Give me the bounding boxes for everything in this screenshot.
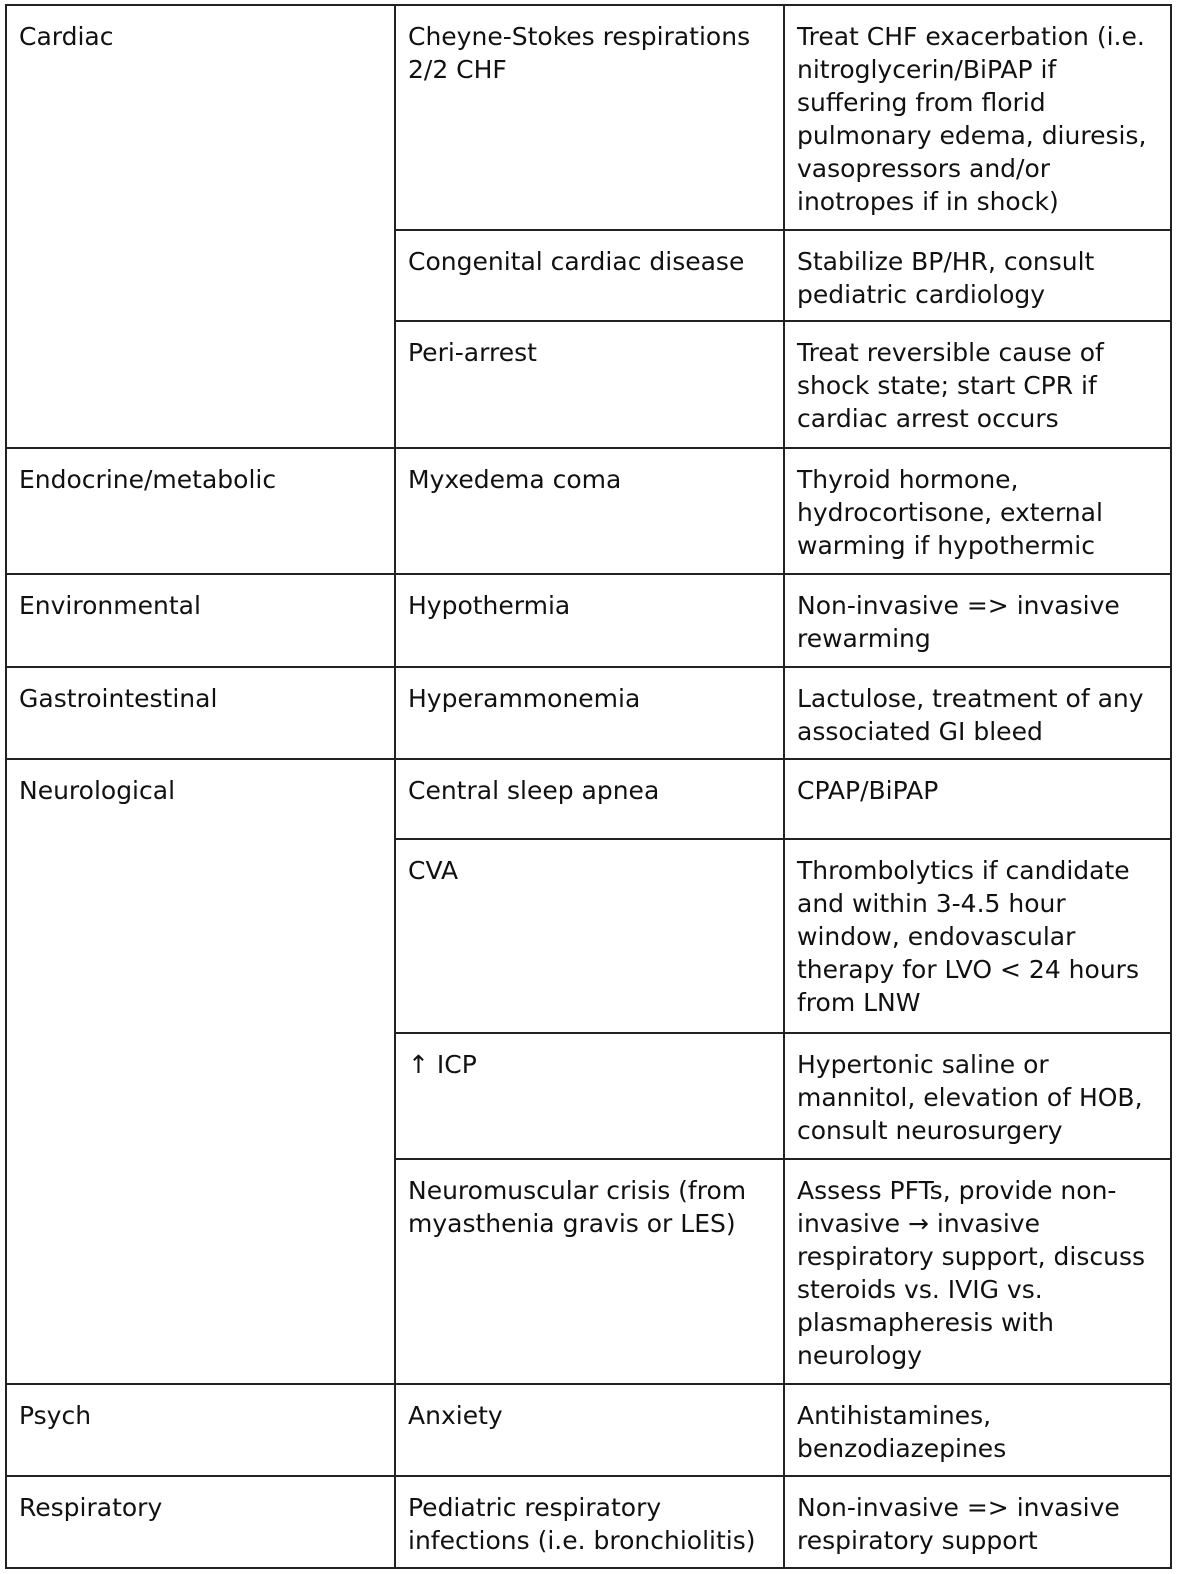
cause-cell: Peri-arrest — [395, 321, 784, 448]
treatment-cell: Assess PFTs, provide non-invasive → invasive respiratory support, discuss steroids vs. IVIG vs. plasmapheresis with neurology — [784, 1159, 1171, 1384]
category-cell: Cardiac — [6, 5, 395, 448]
cause-cell: ↑ ICP — [395, 1033, 784, 1159]
treatment-cell: Non-invasive => invasive rewarming — [784, 574, 1171, 667]
causes-treatment-table — [5, 4, 1172, 1569]
treatment-cell: Antihistamines, benzodiazepines — [784, 1384, 1171, 1476]
cause-cell: Congenital cardiac disease — [395, 230, 784, 321]
cause-cell: Central sleep apnea — [395, 759, 784, 839]
treatment-cell: Thyroid hormone, hydrocortisone, external warming if hypothermic — [784, 448, 1171, 574]
treatment-cell: Non-invasive => invasive respiratory support — [784, 1476, 1171, 1568]
table-row — [6, 667, 1171, 759]
cause-cell: CVA — [395, 839, 784, 1033]
treatment-cell: CPAP/BiPAP — [784, 759, 1171, 839]
cause-cell: Pediatric respiratory infections (i.e. bronchiolitis) — [395, 1476, 784, 1568]
cause-cell: Hyperammonemia — [395, 667, 784, 759]
table-row — [6, 5, 1171, 230]
treatment-cell: Treat reversible cause of shock state; start CPR if cardiac arrest occurs — [784, 321, 1171, 448]
category-cell: Psych — [6, 1384, 395, 1476]
cause-cell: Neuromuscular crisis (from myasthenia gravis or LES) — [395, 1159, 784, 1384]
category-cell: Environmental — [6, 574, 395, 667]
category-cell: Neurological — [6, 759, 395, 1384]
table-row — [6, 448, 1171, 574]
category-cell: Gastrointestinal — [6, 667, 395, 759]
table-row — [6, 1384, 1171, 1476]
table-row — [6, 1476, 1171, 1568]
cause-cell: Anxiety — [395, 1384, 784, 1476]
treatment-cell: Hypertonic saline or mannitol, elevation of HOB, consult neurosurgery — [784, 1033, 1171, 1159]
treatment-cell: Treat CHF exacerbation (i.e. nitroglycerin/BiPAP if suffering from florid pulmonary edema, diuresis, vasopressors and/or inotropes if in shock) — [784, 5, 1171, 230]
treatment-cell: Stabilize BP/HR, consult pediatric cardiology — [784, 230, 1171, 321]
table-row — [6, 759, 1171, 839]
category-cell: Endocrine/metabolic — [6, 448, 395, 574]
cause-cell: Myxedema coma — [395, 448, 784, 574]
treatment-cell: Thrombolytics if candidate and within 3-4.5 hour window, endovascular therapy for LVO < 24 hours from LNW — [784, 839, 1171, 1033]
treatment-cell: Lactulose, treatment of any associated GI bleed — [784, 667, 1171, 759]
cause-cell: Hypothermia — [395, 574, 784, 667]
table-row — [6, 574, 1171, 667]
category-cell: Respiratory — [6, 1476, 395, 1568]
cause-cell: Cheyne-Stokes respirations 2/2 CHF — [395, 5, 784, 230]
